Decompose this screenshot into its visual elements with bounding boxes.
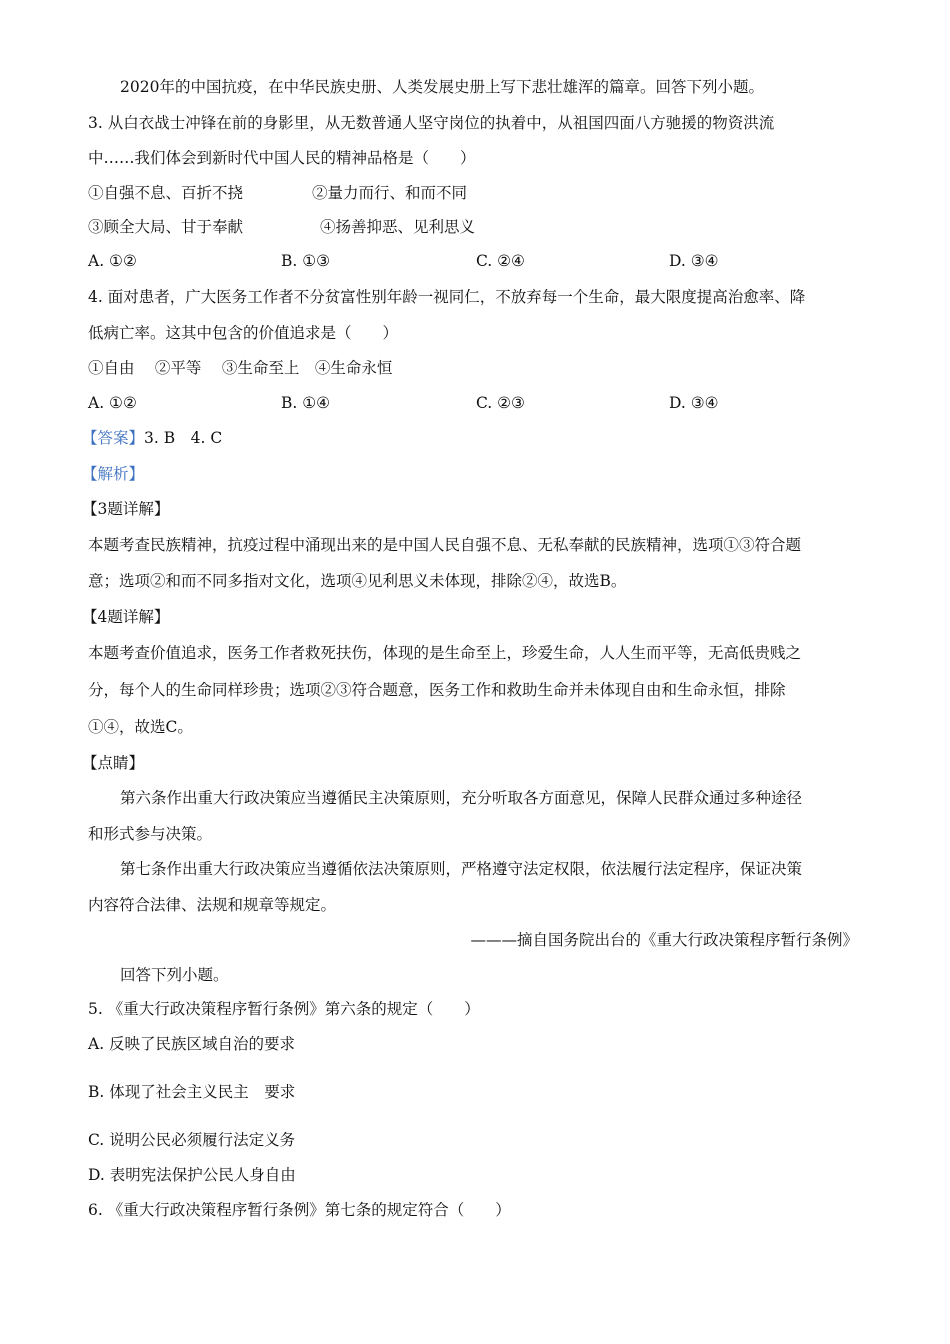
- dianjing-label: 【点睛】: [82, 754, 145, 772]
- passage-prompt: 回答下列小题。: [120, 966, 229, 984]
- answer-label: 【答案】: [82, 429, 145, 447]
- passage-source: ———摘自国务院出台的《重大行政决策程序暂行条例》: [470, 931, 858, 949]
- passage-p1-line2: 和形式参与决策。: [88, 825, 213, 843]
- q4-option-c: C. ②③: [476, 394, 525, 412]
- q4-stem-line1: 4. 面对患者，广大医务工作者不分贫富性别年龄一视同仁，不放弃每一个生命，最大限度提高治愈率、降: [88, 288, 806, 306]
- q4-option-b: B. ①④: [281, 394, 331, 412]
- q3-option-d: D. ③④: [669, 252, 719, 270]
- q4-option-d: D. ③④: [669, 394, 719, 412]
- detail3-line1: 本题考查民族精神，抗疫过程中涌现出来的是中国人民自强不息、无私奉献的民族精神，选项①③符合题: [88, 536, 802, 554]
- q3-option-b: B. ①③: [281, 252, 331, 270]
- q5-option-c: C. 说明公民必须履行法定义务: [88, 1131, 296, 1149]
- answer-value: 3. B 4. C: [144, 429, 223, 447]
- q3-item-1: ①自强不息、百折不挠: [88, 184, 244, 202]
- q3-item-2: ②量力而行、和而不同: [312, 184, 468, 202]
- detail4-line3: ①④，故选C。: [88, 718, 193, 736]
- passage-p2-line2: 内容符合法律、法规和规章等规定。: [88, 896, 337, 914]
- q5-option-a: A. 反映了民族区域自治的要求: [88, 1035, 296, 1053]
- detail3-line2: 意；选项②和而不同多指对文化，选项④见利思义未体现，排除②④，故选B。: [88, 572, 627, 590]
- answer-row: [82, 427, 222, 449]
- detail3-label: 【3题详解】: [82, 500, 170, 518]
- q3-option-a: A. ①②: [88, 252, 137, 270]
- q4-stem-line2: 低病亡率。这其中包含的价值追求是（ ）: [88, 324, 399, 342]
- passage-p1-line1: 第六条作出重大行政决策应当遵循民主决策原则，充分听取各方面意见，保障人民群众通过多种途径: [120, 789, 803, 807]
- q4-option-a: A. ①②: [88, 394, 137, 412]
- q3-stem-line2: 中……我们体会到新时代中国人民的精神品格是（ ）: [88, 149, 476, 167]
- q6-stem: 6. 《重大行政决策程序暂行条例》第七条的规定符合（ ）: [88, 1201, 511, 1219]
- q5-option-d: D. 表明宪法保护公民人身自由: [88, 1166, 296, 1184]
- detail4-line1: 本题考查价值追求，医务工作者救死扶伤，体现的是生命至上，珍爱生命，人人生而平等，无高低贵贱之: [88, 644, 802, 662]
- q3-item-4: ④扬善抑恶、见利思义: [320, 218, 476, 236]
- passage-p2-line1: 第七条作出重大行政决策应当遵循依法决策原则，严格遵守法定权限，依法履行法定程序，保证决策: [120, 860, 803, 878]
- detail4-line2: 分，每个人的生命同样珍贵；选项②③符合题意，医务工作和救助生命并未体现自由和生命永恒，排除: [88, 681, 786, 699]
- q3-stem-line1: 3. 从白衣战士冲锋在前的身影里，从无数普通人坚守岗位的执着中，从祖国四面八方驰援的物资洪流: [88, 114, 775, 132]
- intro-text: 2020年的中国抗疫，在中华民族史册、人类发展史册上写下悲壮雄浑的篇章。回答下列小题。: [120, 78, 764, 96]
- q4-items: ①自由 ②平等 ③生命至上 ④生命永恒: [88, 359, 393, 377]
- q3-option-c: C. ②④: [476, 252, 525, 270]
- analysis-label: 【解析】: [82, 465, 145, 483]
- detail4-label: 【4题详解】: [82, 608, 170, 626]
- q5-stem: 5. 《重大行政决策程序暂行条例》第六条的规定（ ）: [88, 1000, 480, 1018]
- q5-option-b: B. 体现了社会主义民主 要求: [88, 1083, 296, 1101]
- q3-item-3: ③顾全大局、甘于奉献: [88, 218, 244, 236]
